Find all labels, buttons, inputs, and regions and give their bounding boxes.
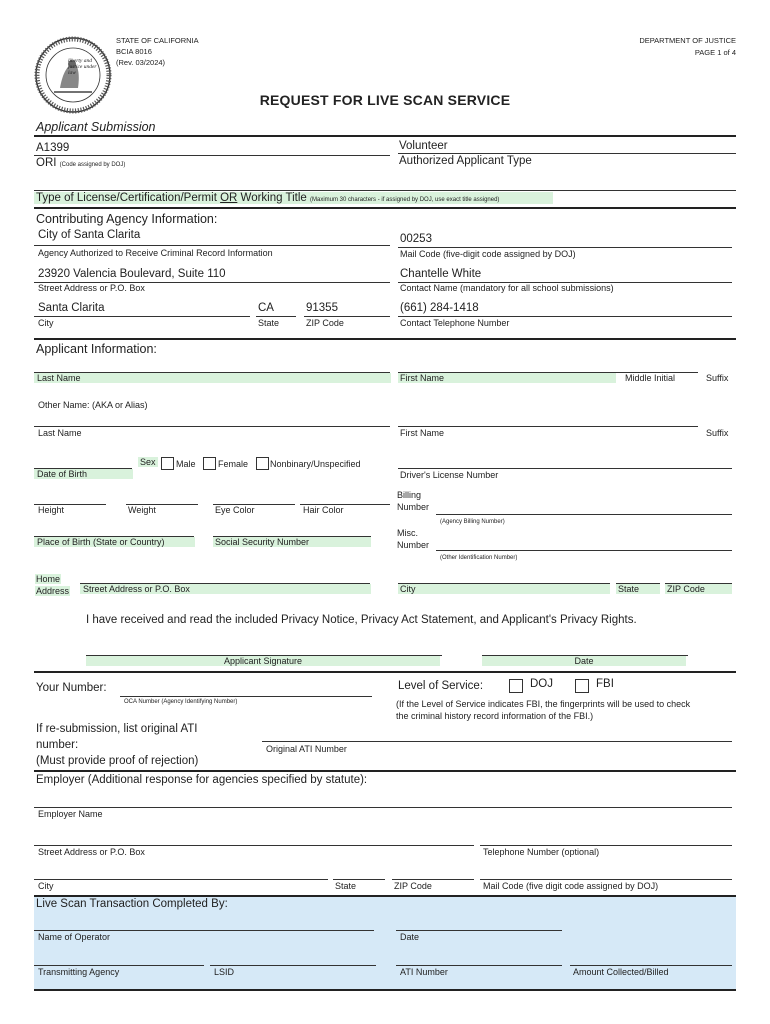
- middle-initial-label[interactable]: Middle Initial: [625, 373, 676, 383]
- employer-mail-line: [480, 879, 732, 880]
- female-label: Female: [218, 459, 249, 469]
- home-zip-field[interactable]: ZIP Code: [665, 584, 732, 594]
- section-employer: Employer (Additional response for agencies specified by statute):: [36, 774, 368, 786]
- transmitting-agency-line: [34, 965, 204, 966]
- agency-city-value[interactable]: Santa Clarita: [38, 302, 105, 314]
- divider: [34, 671, 736, 673]
- agency-name-label: Agency Authorized to Receive Criminal Record Information: [38, 248, 273, 258]
- misc-note: (Other Identification Number): [440, 555, 518, 561]
- employer-phone-line: [480, 845, 732, 846]
- employer-name-line: [34, 807, 732, 808]
- nonbinary-checkbox[interactable]: [256, 457, 269, 470]
- employer-phone-label[interactable]: Telephone Number (optional): [483, 847, 600, 857]
- seal-motto: liberty and justice under law: [68, 58, 97, 76]
- section-applicant-information: Applicant Information:: [36, 342, 157, 356]
- contact-name-label: Contact Name (mandatory for all school submissions): [400, 283, 614, 293]
- mail-code-value[interactable]: 00253: [400, 233, 432, 245]
- agency-state-line: [256, 316, 296, 317]
- applicant-type-line: [398, 153, 736, 154]
- first-name-field[interactable]: First Name: [398, 373, 616, 383]
- male-checkbox[interactable]: [161, 457, 174, 470]
- license-label-b: Working Title: [240, 192, 307, 204]
- billing-line: [436, 514, 732, 515]
- divider: [34, 989, 736, 991]
- applicant-type-value[interactable]: Volunteer: [399, 140, 448, 152]
- employer-city-label[interactable]: City: [38, 881, 54, 891]
- divider: [34, 770, 736, 772]
- misc-label-b: Number: [397, 540, 430, 550]
- applicant-type-label: Authorized Applicant Type: [399, 155, 532, 167]
- fbi-checkbox[interactable]: [575, 679, 589, 693]
- fbi-note-1: (If the Level of Service indicates FBI, the fingerprints will be used to check: [396, 699, 691, 709]
- level-of-service-label: Level of Service:: [398, 680, 484, 692]
- billing-label-b: Number: [397, 502, 430, 512]
- aka-first-line: [398, 426, 698, 427]
- page-title: REQUEST FOR LIVE SCAN SERVICE: [259, 92, 511, 108]
- contact-name-value[interactable]: Chantelle White: [400, 268, 482, 280]
- privacy-statement: I have received and read the included Privacy Notice, Privacy Act Statement, and Applicant's Privacy Rights.: [86, 614, 637, 626]
- transmitting-agency-label[interactable]: Transmitting Agency: [38, 967, 120, 977]
- aka-first-name[interactable]: First Name: [400, 428, 445, 438]
- home-label-a: Home: [36, 574, 61, 584]
- resubmission-line-1: If re-submission, list original ATI: [36, 723, 198, 735]
- lsid-label[interactable]: LSID: [214, 967, 235, 977]
- mail-code-label: Mail Code (five-digit code assigned by DOJ): [400, 249, 576, 259]
- dob-field[interactable]: Date of Birth: [34, 469, 133, 479]
- operator-name-label[interactable]: Name of Operator: [38, 932, 111, 942]
- section-transaction: Live Scan Transaction Completed By:: [36, 898, 228, 910]
- male-label: Male: [176, 459, 196, 469]
- ori-note: (Code assigned by DOJ): [59, 162, 126, 168]
- drivers-license-label[interactable]: Driver's License Number: [400, 470, 499, 480]
- oca-line: [120, 696, 372, 697]
- license-label-or: OR: [220, 192, 238, 204]
- agency-street-value[interactable]: 23920 Valencia Boulevard, Suite 110: [38, 268, 226, 280]
- aka-last-line: [34, 426, 390, 427]
- drivers-license-line: [398, 468, 732, 469]
- header-state: STATE OF CALIFORNIA: [116, 36, 199, 45]
- fbi-note-2: the criminal history record information of the FBI.): [396, 711, 594, 721]
- pob-field[interactable]: Place of Birth (State or Country): [34, 537, 195, 547]
- home-label-b: Address: [36, 586, 70, 596]
- signature-date-field[interactable]: Date: [482, 656, 686, 666]
- aka-last-name[interactable]: Last Name: [38, 428, 82, 438]
- ori-label: [36, 157, 125, 169]
- mail-code-line: [398, 247, 732, 248]
- header-revision: (Rev. 03/2024): [116, 58, 166, 67]
- employer-street-line: [34, 845, 474, 846]
- license-note: (Maximum 30 characters - if assigned by DOJ, use exact title assigned): [310, 197, 500, 203]
- hair-color-label[interactable]: Hair Color: [303, 505, 344, 515]
- header-page: PAGE 1 of 4: [694, 48, 736, 57]
- operator-line: [34, 930, 374, 931]
- misc-line: [436, 550, 732, 551]
- home-street-field[interactable]: Street Address or P.O. Box: [80, 584, 371, 594]
- agency-city-label: City: [38, 318, 54, 328]
- employer-zip-label[interactable]: ZIP Code: [394, 881, 432, 891]
- divider: [34, 895, 736, 897]
- amount-collected-label[interactable]: Amount Collected/Billed: [573, 967, 669, 977]
- header-department: DEPARTMENT OF JUSTICE: [639, 36, 736, 45]
- section-applicant-submission: Applicant Submission: [36, 120, 156, 134]
- eye-color-label[interactable]: Eye Color: [215, 505, 255, 515]
- transaction-date-line: [396, 930, 562, 931]
- doj-label: DOJ: [530, 678, 553, 690]
- employer-mail-label[interactable]: Mail Code (five digit code assigned by DOJ): [483, 881, 659, 891]
- employer-street-label[interactable]: Street Address or P.O. Box: [38, 847, 145, 857]
- employer-city-line: [34, 879, 328, 880]
- ori-value[interactable]: A1399: [36, 142, 70, 154]
- home-city-field[interactable]: City: [398, 584, 610, 594]
- original-ati-line: [262, 741, 732, 742]
- transaction-date-label[interactable]: Date: [400, 932, 420, 942]
- license-line: [34, 190, 736, 191]
- female-checkbox[interactable]: [203, 457, 216, 470]
- nonbinary-label: Nonbinary/Unspecified: [270, 459, 361, 469]
- agency-zip-label: ZIP Code: [306, 318, 344, 328]
- contact-phone-value[interactable]: (661) 284-1418: [400, 302, 479, 314]
- agency-zip-line: [304, 316, 390, 317]
- lsid-line: [210, 965, 376, 966]
- divider: [34, 207, 736, 209]
- divider: [34, 135, 736, 137]
- applicant-signature-field[interactable]: Applicant Signature: [86, 656, 440, 666]
- agency-zip-value[interactable]: 91355: [306, 302, 338, 314]
- home-state-field[interactable]: State: [616, 584, 660, 594]
- aka-suffix[interactable]: Suffix: [706, 428, 729, 438]
- ori-line: [34, 155, 390, 156]
- section-contributing-agency: Contributing Agency Information:: [36, 212, 218, 226]
- resubmission-line-2: number:: [36, 739, 79, 751]
- sex-label: Sex: [140, 457, 156, 467]
- agency-city-line: [34, 316, 250, 317]
- last-name-field[interactable]: Last Name: [34, 373, 391, 383]
- agency-name-value[interactable]: City of Santa Clarita: [38, 229, 141, 241]
- agency-state-label: State: [258, 318, 280, 328]
- your-number-label: Your Number:: [36, 682, 107, 694]
- ati-number-label[interactable]: ATI Number: [400, 967, 448, 977]
- billing-label-a: Billing: [397, 490, 422, 500]
- billing-note: (Agency Billing Number): [440, 519, 505, 525]
- weight-label[interactable]: Weight: [128, 505, 156, 515]
- employer-zip-line: [392, 879, 474, 880]
- misc-label-a: Misc.: [397, 528, 418, 538]
- resubmission-line-3: (Must provide proof of rejection): [36, 755, 199, 767]
- header-form-number: BCIA 8016: [116, 47, 152, 56]
- license-label-a: Type of License/Certification/Permit: [36, 192, 217, 204]
- height-label[interactable]: Height: [38, 505, 65, 515]
- employer-state-label[interactable]: State: [335, 881, 357, 891]
- amount-line: [570, 965, 732, 966]
- original-ati-label[interactable]: Original ATI Number: [266, 744, 347, 754]
- ori-label-text: ORI: [36, 157, 57, 169]
- oca-note: OCA Number (Agency Identifying Number): [124, 699, 238, 705]
- agency-name-line: [34, 245, 390, 246]
- fbi-label: FBI: [596, 678, 614, 690]
- employer-name-label[interactable]: Employer Name: [38, 809, 103, 819]
- agency-state-value[interactable]: CA: [258, 302, 274, 314]
- ati-number-line: [396, 965, 562, 966]
- license-title-field[interactable]: [34, 192, 553, 204]
- divider: [34, 338, 736, 340]
- contact-phone-line: [398, 316, 732, 317]
- doj-checkbox[interactable]: [509, 679, 523, 693]
- employer-state-line: [333, 879, 385, 880]
- contact-phone-label: Contact Telephone Number: [400, 318, 510, 328]
- other-name-label: Other Name: (AKA or Alias): [38, 400, 148, 410]
- agency-street-label: Street Address or P.O. Box: [38, 283, 145, 293]
- ssn-field[interactable]: Social Security Number: [213, 537, 371, 547]
- suffix-label[interactable]: Suffix: [706, 373, 729, 383]
